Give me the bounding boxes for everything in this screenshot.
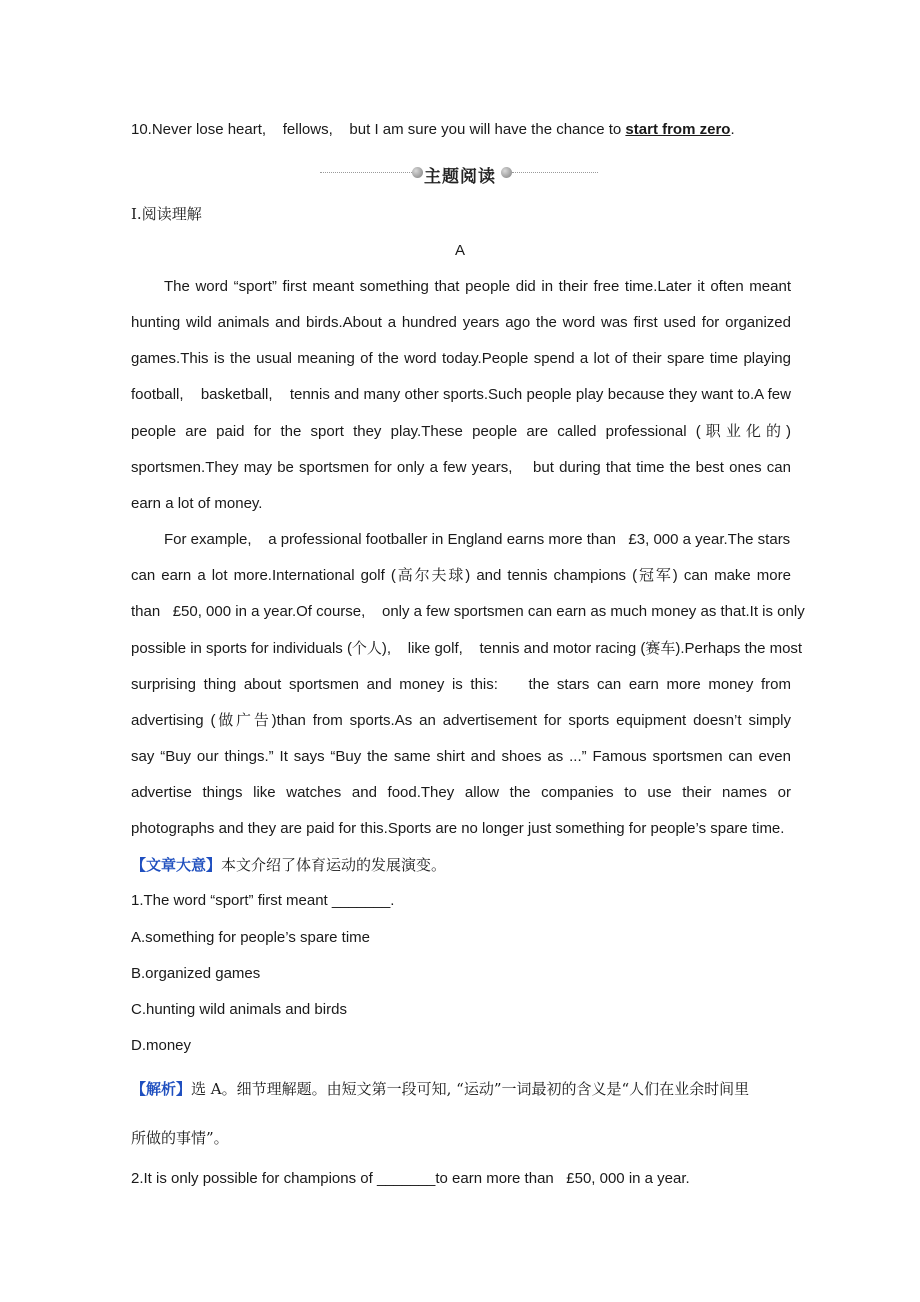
question-10 xyxy=(131,120,791,140)
section-heading: Ⅰ.阅读理解 xyxy=(131,205,202,223)
passage-p1-line: people are paid for the sport they play.These people are called professional (职业化的) xyxy=(131,423,791,440)
banner-title: 主题阅读 xyxy=(424,167,496,187)
passage-p1-line: The word “sport” first meant something that people did in their free time.Later it often meant xyxy=(164,278,791,295)
passage-p2-line: possible in sports for individuals (个人), like golf, tennis and motor racing (赛车).Perhaps the most xyxy=(131,640,803,657)
passage-p2-line: advertise things like watches and food.They allow the companies to use their names or xyxy=(131,784,791,801)
analysis-text: 选 A。细节理解题。由短文第一段可知, “运动”一词最初的含义是“人们在业余时间里 xyxy=(191,1080,750,1098)
analysis-tag: 【解析】 xyxy=(131,1080,192,1098)
passage-p2-line: say “Buy our things.” It says “Buy the same shirt and shoes as ...” Famous sportsmen can even xyxy=(131,748,791,765)
summary-text: 本文介绍了体育运动的发展演变。 xyxy=(221,856,447,874)
banner-left-rule xyxy=(320,172,412,173)
passage-p1-line: hunting wild animals and birds.About a hundred years ago the word was first used for organized xyxy=(131,314,791,331)
question-1-option-c: C.hunting wild animals and birds xyxy=(131,1001,347,1018)
passage-p1-line: games.This is the usual meaning of the word today.People spend a lot of their spare time playing xyxy=(131,350,791,367)
analysis xyxy=(131,1079,791,1099)
question-1-option-d: D.money xyxy=(131,1037,192,1054)
passage-p2-line: For example, a professional footballer in England earns more than £3, 000 a year.The stars xyxy=(164,531,791,548)
passage-p2-line: surprising thing about sportsmen and money is this: the stars can earn more money from xyxy=(131,676,791,693)
banner-right-dot-icon xyxy=(501,167,512,178)
passage-p1-line: sportsmen.They may be sportsmen for only a few years, but during that time the best ones can xyxy=(131,459,791,476)
passage-p2-line: can earn a lot more.International golf (高尔夫球) and tennis champions (冠军) can make more xyxy=(131,567,791,584)
question-1-stem: 1.The word “sport” first meant _______. xyxy=(131,892,395,909)
analysis-continued: 所做的事情”。 xyxy=(131,1129,229,1147)
passage-label: A xyxy=(454,242,465,259)
question-10-text: 10.Never lose heart, fellows, but I am sure you will have the chance to xyxy=(131,121,626,138)
section-banner xyxy=(320,160,600,186)
question-1-option-a: A.something for people’s spare time xyxy=(131,929,371,946)
summary-tag: 【文章大意】 xyxy=(131,856,222,874)
passage-p1-line: football, basketball, tennis and many other sports.Such people play because they want to.A few xyxy=(131,386,791,403)
passage-p1-line: earn a lot of money. xyxy=(131,495,263,512)
question-10-answer: start from zero xyxy=(625,121,731,138)
banner-left-dot-icon xyxy=(412,167,423,178)
passage-p2-line: advertising (做广告)than from sports.As an advertisement for sports equipment doesn’t simply xyxy=(131,712,791,729)
question-10-end: . xyxy=(730,121,735,138)
passage-p2-line: than £50, 000 in a year.Of course, only a few sportsmen can earn as much money as that.It is only xyxy=(131,603,805,620)
article-summary xyxy=(131,855,791,875)
question-2-stem: 2.It is only possible for champions of _______to earn more than £50, 000 in a year. xyxy=(131,1170,690,1187)
banner-right-rule xyxy=(512,172,598,173)
question-1-option-b: B.organized games xyxy=(131,965,261,982)
passage-p2-line: photographs and they are paid for this.Sports are no longer just something for people’s spare time. xyxy=(131,820,785,837)
